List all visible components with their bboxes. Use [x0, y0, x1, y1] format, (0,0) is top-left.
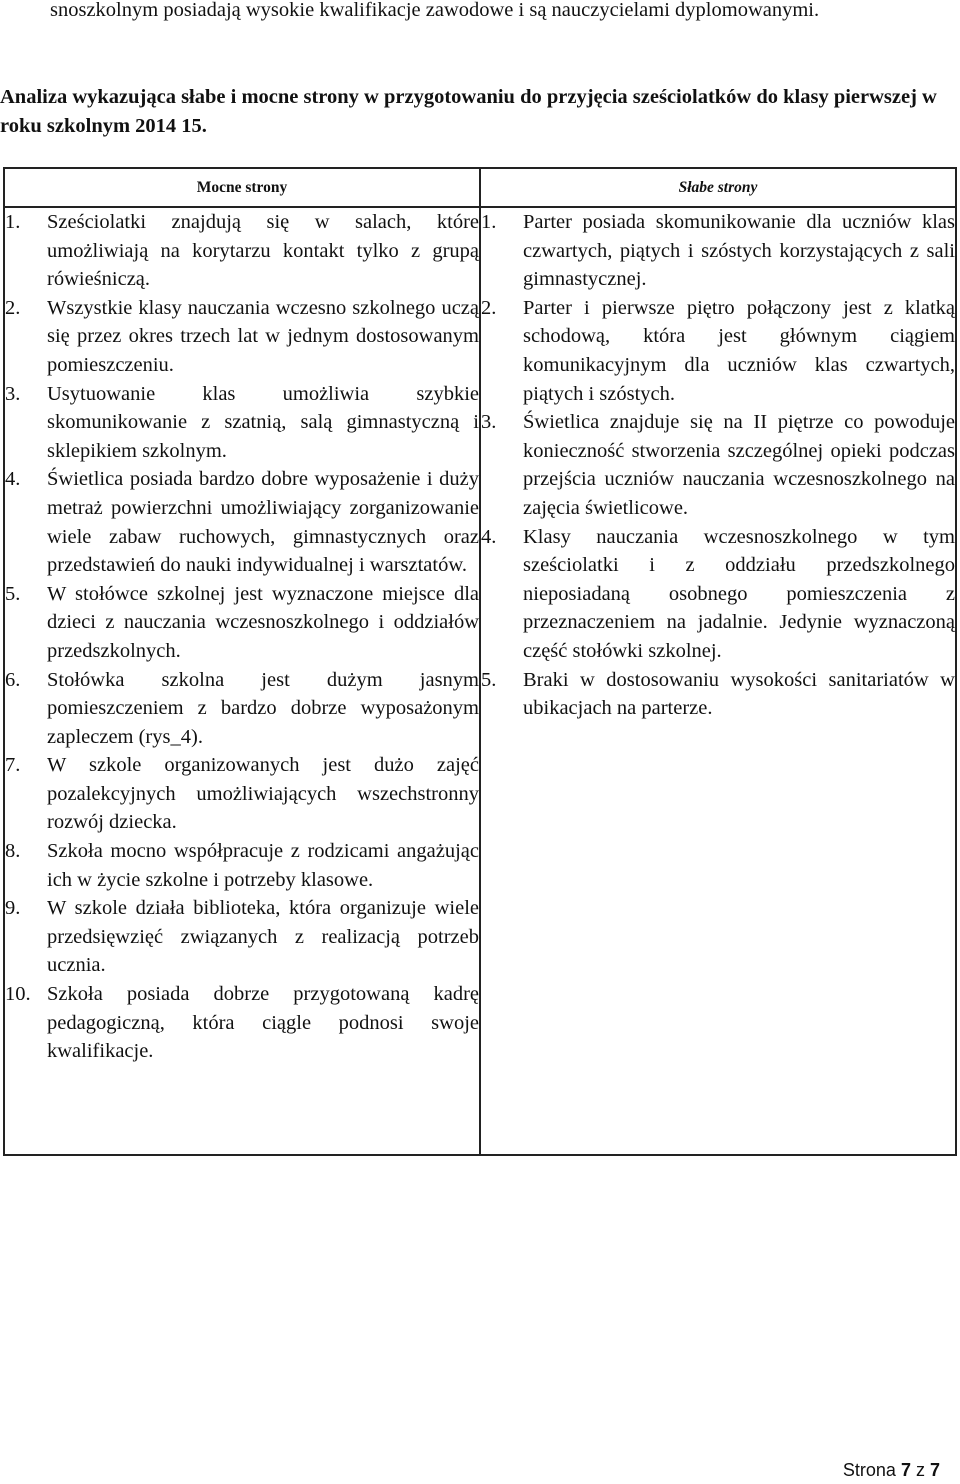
list-item-number: 5.: [481, 668, 497, 691]
list-item-text: Stołówka szkolna jest dużym jasnym pomieszczeniem z bardzo dobrze wyposażonym zapleczem (rys_4).: [47, 668, 479, 748]
list-item: [5, 208, 479, 294]
list-item: [5, 465, 479, 579]
list-item-number: 3.: [481, 411, 497, 434]
list-item: [481, 523, 955, 666]
list-item-text: Wszystkie klasy nauczania wczesno szkolnego uczą się przez okres trzech lat w jednym dostosowanym pomieszczeniu.: [47, 296, 479, 376]
list-item: [5, 980, 479, 1066]
footer-page: 7: [900, 1460, 911, 1480]
list-item-number: 10.: [5, 983, 31, 1006]
footer-sep: z: [915, 1460, 925, 1480]
list-item-text: Klasy nauczania wczesnoszkolnego w tym sześciolatki i z oddziału przedszkolnego nieposiadaną osobnego pomieszczenia z przeznaczeniem na jadalnie. Jedynie wyznaczoną część stołówki szkolnej.: [523, 525, 955, 662]
list-item-text: W szkole działa biblioteka, która organizuje wiele przedsięwzięć związanych z realizacją potrzeb ucznia.: [47, 897, 479, 977]
strong-cell: [4, 207, 480, 1155]
list-item-text: Świetlica znajduje się na II piętrze co powoduje konieczność stworzenia szczególnej opieki podczas przejścia uczniów nauczania wczesnoszkolnego na zajęcia świetlicowe.: [523, 411, 955, 519]
list-item: [481, 294, 955, 408]
list-item-number: 4.: [5, 468, 21, 491]
list-item-number: 1.: [5, 211, 21, 233]
list-item-text: Szkoła mocno współpracuje z rodzicami angażując ich w życie szkolne i potrzeby klasowe.: [47, 840, 479, 891]
list-item: [5, 380, 479, 466]
footer-total: 7: [929, 1460, 940, 1480]
list-item-number: 5.: [5, 582, 21, 605]
list-item: [5, 294, 479, 380]
list-item-text: Usytuowanie klas umożliwia szybkie skomunikowanie z szatnią, salą gimnastyczną i sklepikiem szkolnym.: [47, 382, 479, 462]
list-item-text: Parter posiada skomunikowanie dla uczniów klas czwartych, piątych i szóstych korzystających z sali gimnastycznej.: [523, 211, 955, 291]
intro-paragraph: snoszkolnym posiadają wysokie kwalifikacje zawodowe i są nauczycielami dyplomowanymi.: [50, 0, 820, 21]
list-item: [5, 580, 479, 666]
list-item-number: 9.: [5, 897, 21, 920]
list-item: [5, 837, 479, 894]
list-item-text: W stołówce szkolnej jest wyznaczone miejsce dla dzieci z nauczania wczesnoszkolnego i oddziałów przedszkolnych.: [47, 582, 479, 662]
list-item-number: 1.: [481, 211, 497, 233]
list-item-text: W szkole organizowanych jest dużo zajęć pozalekcyjnych umożliwiających wszechstronny rozwój dziecka.: [47, 754, 479, 834]
column-header-weak: Słabe strony: [480, 168, 956, 207]
list-item: [481, 666, 955, 723]
list-item-number: 6.: [5, 668, 21, 691]
footer-label: Strona: [842, 1460, 896, 1480]
list-item-number: 7.: [5, 754, 21, 777]
list-item: [481, 408, 955, 522]
list-item-number: 8.: [5, 840, 21, 863]
list-item-text: Parter i pierwsze piętro połączony jest z klatką schodową, która jest głównym ciągiem komunikacyjnym dla uczniów klas czwartych, piątych i szóstych.: [523, 296, 955, 405]
strong-list: [5, 208, 479, 1066]
section-heading: Analiza wykazująca słabe i mocne strony w przygotowaniu do przyjęcia sześciolatków do klasy pierwszej w roku szkolnym 2014 15.: [0, 86, 937, 137]
list-item-text: Świetlica posiada bardzo dobre wyposażenie i duży metraż powierzchni umożliwiający zorganizowanie wiele zabaw ruchowych, gimnastycznych oraz przedstawień do nauki indywidualnej i warsztatów.: [47, 468, 479, 577]
list-item-number: 4.: [481, 525, 497, 548]
list-item: [481, 208, 955, 294]
list-item-text: Szkoła posiada dobrze przygotowaną kadrę pedagogiczną, która ciągle podnosi swoje kwalifikacje.: [47, 983, 479, 1063]
strengths-weaknesses-table: [3, 167, 957, 1156]
weak-cell: [480, 207, 956, 1155]
page-footer: [843, 1460, 940, 1481]
column-header-strong: Mocne strony: [4, 168, 480, 207]
list-item-text: Sześciolatki znajdują się w salach, które umożliwiają na korytarzu kontakt tylko z grupą rówieśniczą.: [47, 211, 479, 291]
list-item-number: 2.: [5, 296, 21, 319]
list-item: [5, 666, 479, 752]
list-item-text: Braki w dostosowaniu wysokości sanitariatów w ubikacjach na parterze.: [523, 668, 955, 720]
list-item-number: 3.: [5, 382, 21, 405]
list-item-number: 2.: [481, 296, 497, 319]
list-item: [5, 751, 479, 837]
list-item: [5, 894, 479, 980]
weak-list: [481, 208, 955, 723]
